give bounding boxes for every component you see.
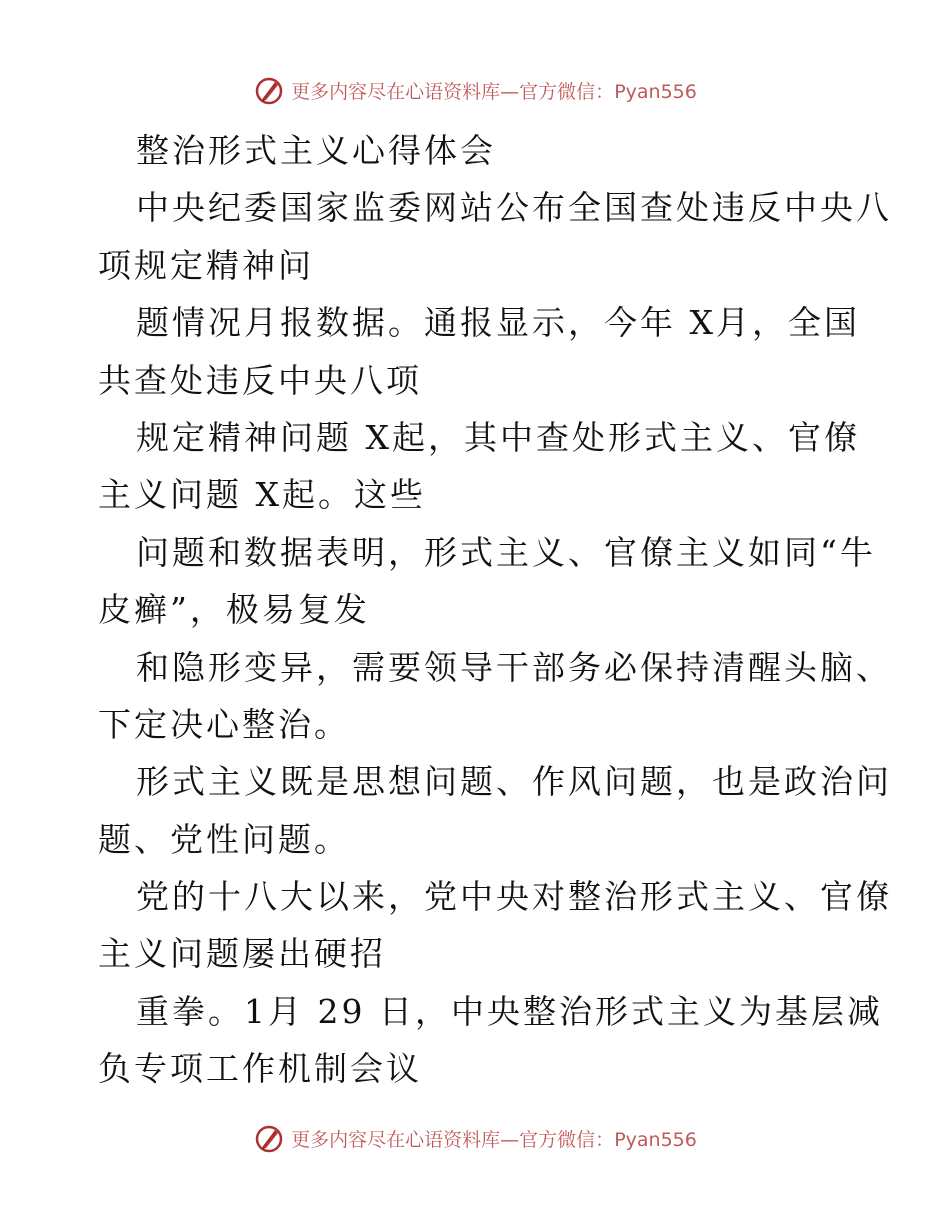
paragraph-line: 重拳。1月 29 日，中央整治形式主义为基层减 [136, 991, 883, 1031]
paragraph-line: 皮癣”，极易复发 [98, 590, 370, 630]
paragraph-line: 规定精神问题 X起，其中查处形式主义、官僚 [136, 417, 860, 457]
watermark-dash: — [500, 1128, 520, 1151]
watermark-account: Pyan556 [614, 1128, 697, 1151]
watermark-dash: — [500, 80, 520, 103]
watermark-official-label: 官方微信： [519, 1128, 615, 1151]
paragraph-line: 中央纪委国家监委网站公布全国查处违反中央八 [136, 188, 892, 228]
paragraph-line: 和隐形变异，需要领导干部务必保持清醒头脑、 [136, 647, 892, 687]
paragraph-line: 负专项工作机制会议 [98, 1049, 422, 1089]
pen-logo-icon [253, 74, 285, 106]
document-title: 整治形式主义心得体会 [136, 131, 496, 170]
paragraph-line: 党的十八大以来，党中央对整治形式主义、官僚 [136, 877, 892, 917]
footer-watermark-banner [0, 1118, 950, 1158]
watermark-site-name: 更多内容尽在心语资料库 [291, 80, 501, 103]
header-watermark-banner [0, 70, 950, 110]
pen-logo-icon [253, 1122, 285, 1154]
document-body [98, 122, 892, 1098]
paragraph-line: 共查处违反中央八项 [98, 360, 422, 400]
paragraph-line: 主义问题 X起。这些 [98, 475, 426, 515]
header-watermark-text [291, 77, 697, 104]
footer-watermark-text [291, 1125, 697, 1152]
watermark-official-label: 官方微信： [519, 80, 615, 103]
paragraph-line: 问题和数据表明，形式主义、官僚主义如同“牛 [136, 532, 876, 572]
watermark-site-name: 更多内容尽在心语资料库 [291, 1128, 501, 1151]
paragraph-line: 项规定精神问 [98, 245, 314, 285]
watermark-account: Pyan556 [614, 80, 697, 103]
paragraph-line: 题、党性问题。 [98, 819, 350, 859]
footer-watermark-inner [253, 1122, 697, 1154]
header-watermark-inner [253, 74, 697, 106]
paragraph-line: 下定决心整治。 [98, 704, 350, 744]
paragraph-line: 题情况月报数据。通报显示，今年 X月，全国 [136, 303, 860, 343]
paragraph-line: 形式主义既是思想问题、作风问题，也是政治问 [136, 762, 892, 802]
paragraph-line: 主义问题屡出硬招 [98, 934, 386, 974]
